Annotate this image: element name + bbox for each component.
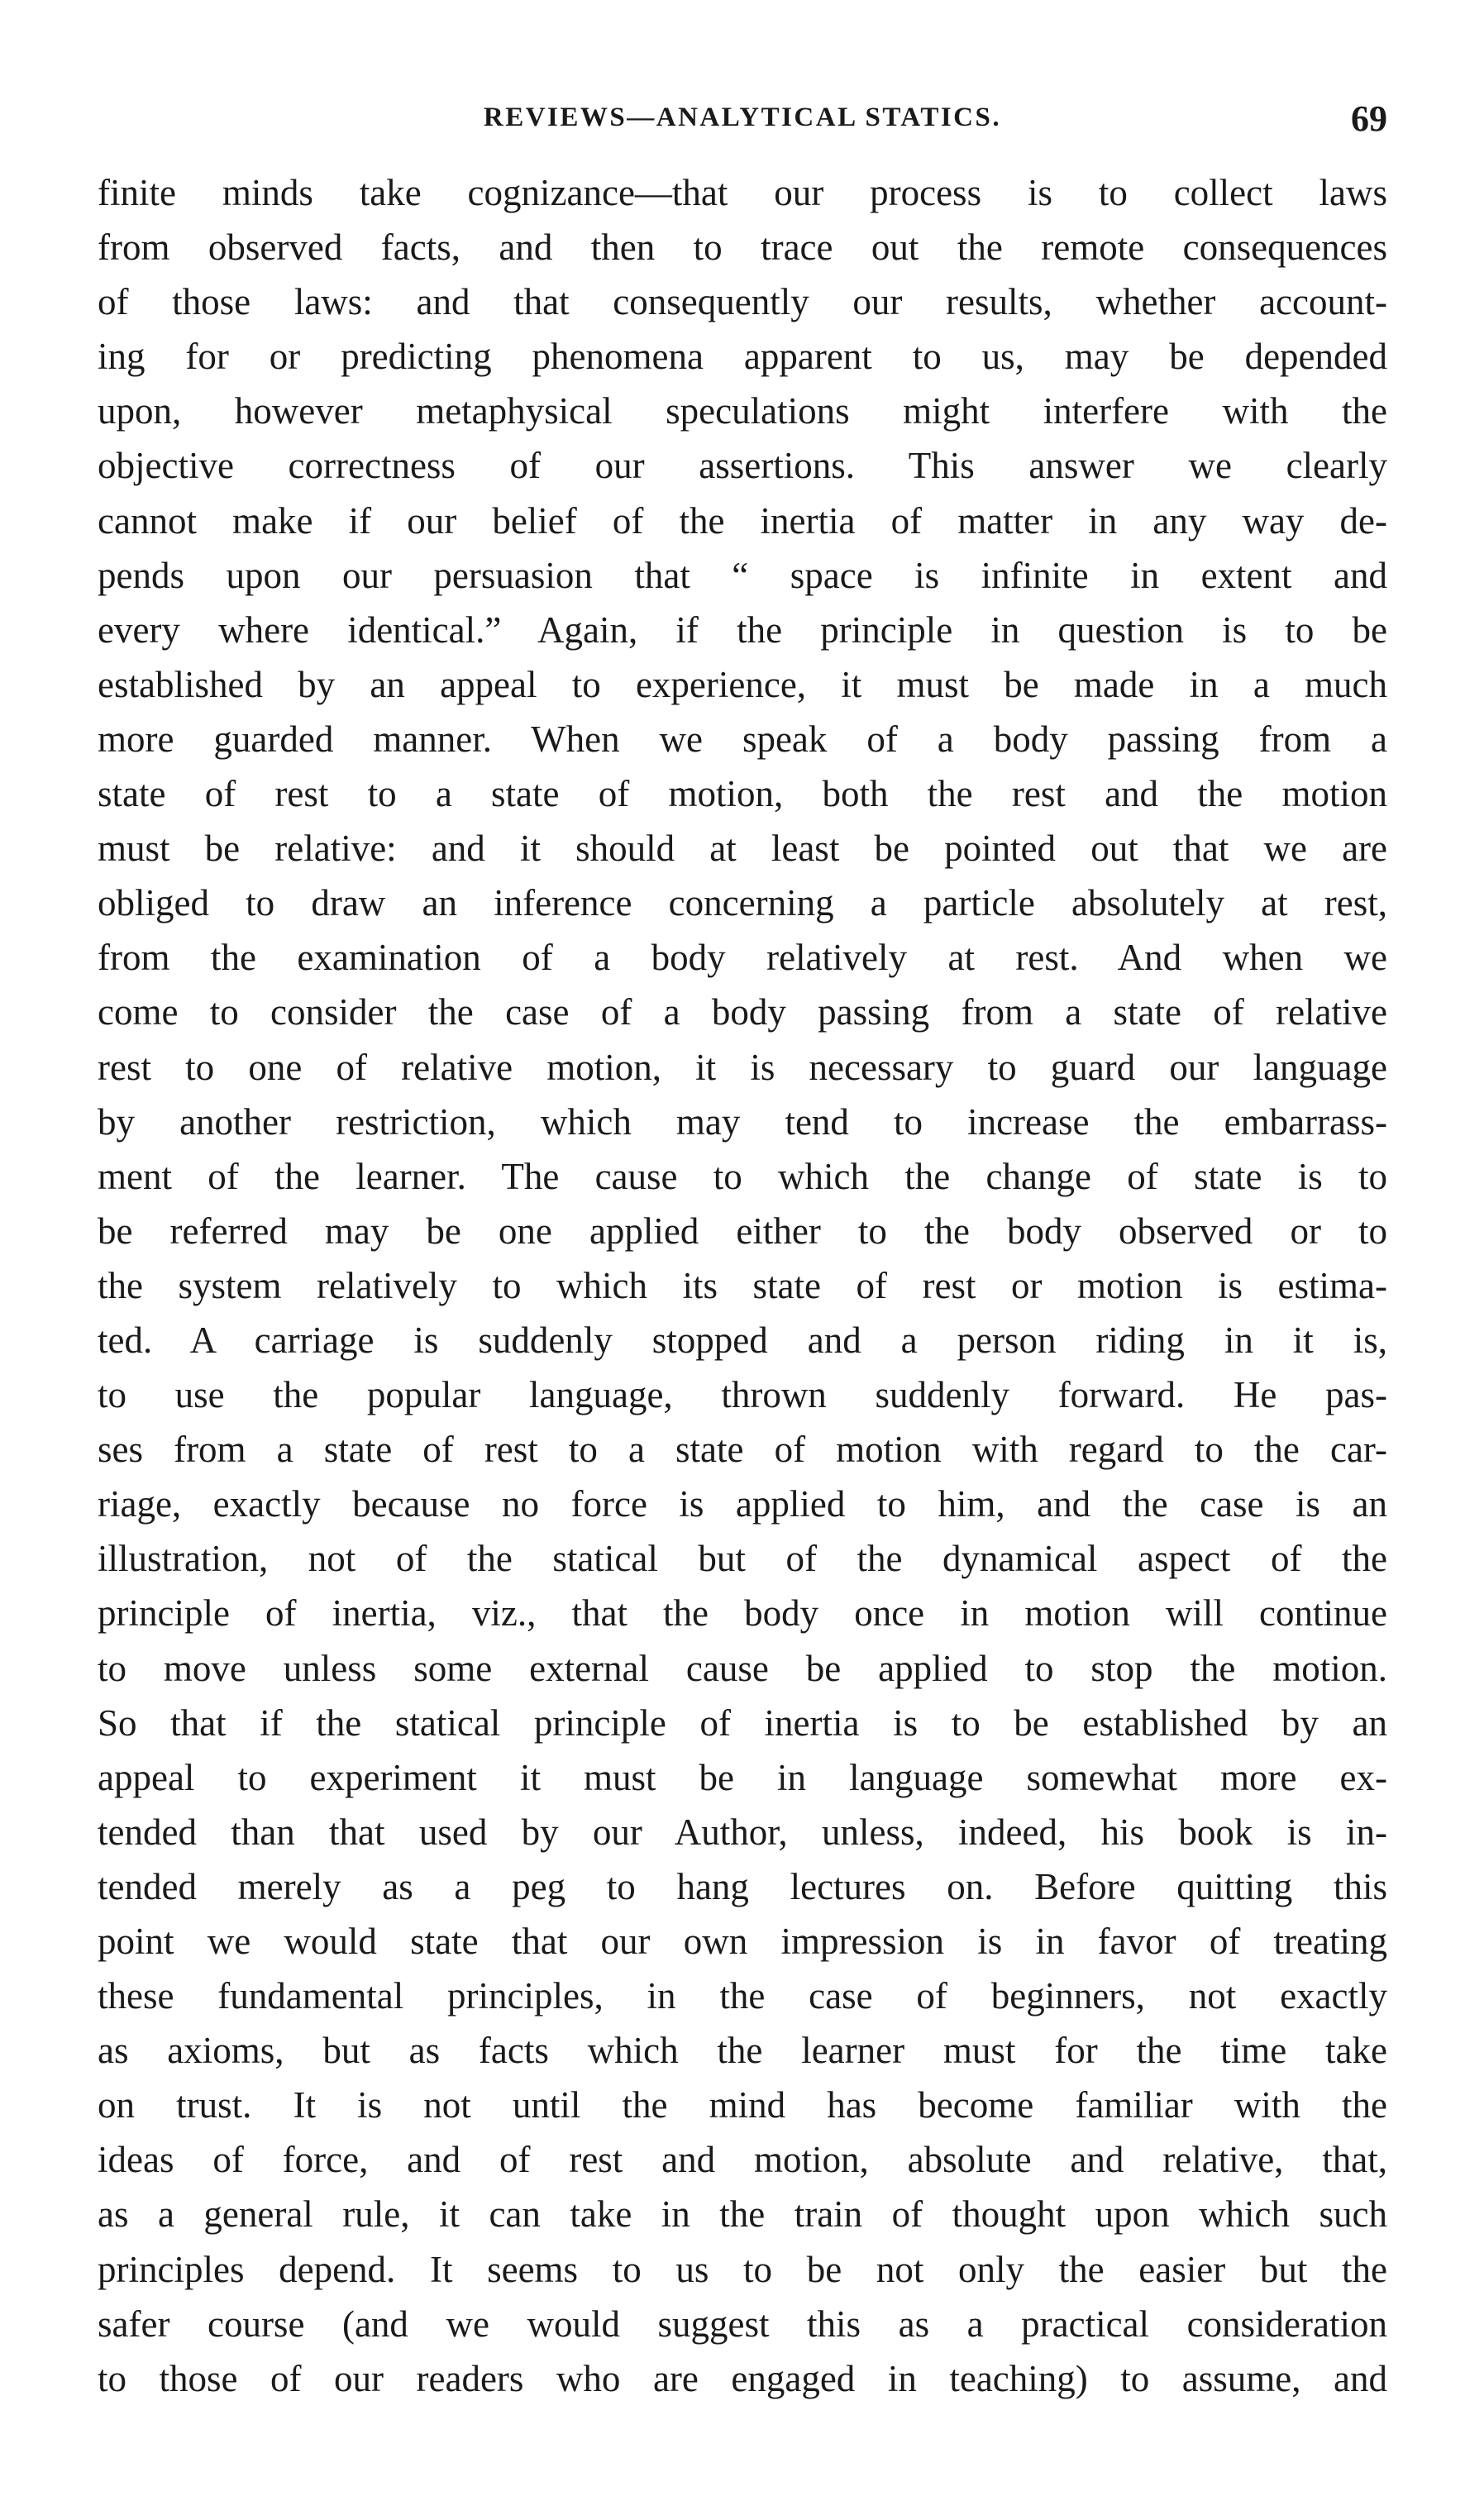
text-line: of those laws: and that consequently our results, whether account- bbox=[98, 281, 1387, 323]
text-line: to move unless some external cause be applied to stop the motion. bbox=[98, 1647, 1387, 1689]
text-line: be referred may be one applied either to the body observed or to bbox=[98, 1210, 1387, 1252]
text-line: as a general rule, it can take in the train of thought upon which such bbox=[98, 2193, 1387, 2236]
text-line: on trust. It is not until the mind has become familiar with the bbox=[98, 2084, 1387, 2126]
text-line: as axioms, but as facts which the learner must for the time take bbox=[98, 2030, 1387, 2072]
text-line: safer course (and we would suggest this as a practical consideration bbox=[98, 2303, 1387, 2345]
text-line: to those of our readers who are engaged in teaching) to assume, and bbox=[98, 2357, 1387, 2399]
text-line: tended merely as a peg to hang lectures on. Before quitting this bbox=[98, 1865, 1387, 1907]
text-line: pends upon our persuasion that “ space is infinite in extent and bbox=[98, 554, 1387, 596]
text-line: ment of the learner. The cause to which the change of state is to bbox=[98, 1155, 1387, 1197]
text-line: must be relative: and it should at least be pointed out that we are bbox=[98, 828, 1387, 870]
text-line: principle of inertia, viz., that the body once in motion will continue bbox=[98, 1592, 1387, 1635]
text-line: tended than that used by our Author, unless, indeed, his book is in- bbox=[98, 1811, 1387, 1853]
text-line: ideas of force, and of rest and motion, absolute and relative, that, bbox=[98, 2139, 1387, 2181]
text-line: appeal to experiment it must be in language somewhat more ex- bbox=[98, 1756, 1387, 1798]
text-line: So that if the statical principle of inertia is to be established by an bbox=[98, 1701, 1387, 1744]
text-line: objective correctness of our assertions. This answer we clearly bbox=[98, 445, 1387, 487]
text-line: illustration, not of the statical but of the dynamical aspect of the bbox=[98, 1538, 1387, 1580]
text-line: come to consider the case of a body passing from a state of relative bbox=[98, 991, 1387, 1033]
text-line: upon, however metaphysical speculations might interfere with the bbox=[98, 390, 1387, 432]
text-line: principles depend. It seems to us to be not only the easier but the bbox=[98, 2248, 1387, 2290]
document-page bbox=[98, 98, 1387, 2399]
text-line: by another restriction, which may tend to increase the embarrass- bbox=[98, 1100, 1387, 1143]
body-text bbox=[98, 165, 1387, 2406]
text-line: every where identical.” Again, if the principle in question is to be bbox=[98, 609, 1387, 651]
text-line: state of rest to a state of motion, both the rest and the motion bbox=[98, 773, 1387, 815]
text-line: point we would state that our own impression is in favor of treating bbox=[98, 1921, 1387, 1962]
text-line: ses from a state of rest to a state of motion with regard to the car- bbox=[98, 1429, 1387, 1471]
text-line: to use the popular language, thrown suddenly forward. He pas- bbox=[98, 1374, 1387, 1416]
text-line: obliged to draw an inference concerning a particle absolutely at rest, bbox=[98, 882, 1387, 924]
text-line: ted. A carriage is suddenly stopped and a person riding in it is, bbox=[98, 1319, 1387, 1361]
text-line: finite minds take cognizance—that our process is to collect laws bbox=[98, 172, 1387, 213]
text-line: ing for or predicting phenomena apparent to us, may be depended bbox=[98, 336, 1387, 378]
text-line: these fundamental principles, in the case of beginners, not exactly bbox=[98, 1975, 1387, 2017]
text-line: cannot make if our belief of the inertia of matter in any way de- bbox=[98, 499, 1387, 542]
text-line: established by an appeal to experience, it must be made in a much bbox=[98, 663, 1387, 705]
text-line: rest to one of relative motion, it is necessary to guard our language bbox=[98, 1046, 1387, 1088]
page-number: 69 bbox=[1351, 98, 1387, 139]
running-head: REVIEWS—ANALYTICAL STATICS. bbox=[483, 103, 1002, 132]
text-line: riage, exactly because no force is applied to him, and the case is an bbox=[98, 1483, 1387, 1525]
text-line: more guarded manner. When we speak of a body passing from a bbox=[98, 718, 1387, 760]
text-line: from observed facts, and then to trace out the remote consequences bbox=[98, 227, 1387, 269]
page-header bbox=[98, 98, 1387, 147]
text-line: from the examination of a body relatively at rest. And when we bbox=[98, 937, 1387, 979]
text-line: the system relatively to which its state of rest or motion is estima- bbox=[98, 1264, 1387, 1306]
